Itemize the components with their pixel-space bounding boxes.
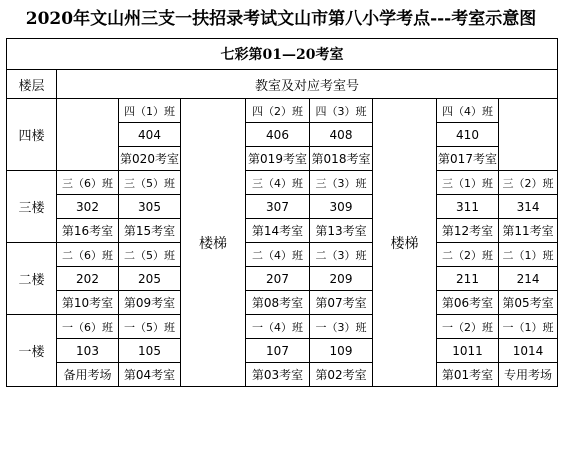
room-number: 307: [246, 195, 310, 219]
room-number: 314: [499, 195, 558, 219]
room-number: 404: [119, 123, 181, 147]
room-number: 105: [119, 339, 181, 363]
exam-room: 第05考室: [499, 291, 558, 315]
class-name: 一（6）班: [57, 315, 119, 339]
exam-room: 第018考室: [310, 147, 373, 171]
empty-cell: [499, 99, 558, 171]
exam-room: 第01考室: [437, 363, 499, 387]
room-number: 302: [57, 195, 119, 219]
exam-room: 第019考室: [246, 147, 310, 171]
empty-cell: [57, 99, 119, 171]
class-name: 三（2）班: [499, 171, 558, 195]
room-number: 205: [119, 267, 181, 291]
exam-room: 第12考室: [437, 219, 499, 243]
room-number: 410: [437, 123, 499, 147]
room-number: 103: [57, 339, 119, 363]
exam-room: 第11考室: [499, 219, 558, 243]
room-number: 305: [119, 195, 181, 219]
class-name: 一（2）班: [437, 315, 499, 339]
room-number: 1011: [437, 339, 499, 363]
class-name: 一（1）班: [499, 315, 558, 339]
class-name: 四（1）班: [119, 99, 181, 123]
class-name: 二（2）班: [437, 243, 499, 267]
exam-room: 第13考室: [310, 219, 373, 243]
class-name: 四（4）班: [437, 99, 499, 123]
class-name: 一（4）班: [246, 315, 310, 339]
floor-label-4: 四楼: [7, 99, 57, 171]
exam-room: 专用考场: [499, 363, 558, 387]
exam-room: 第07考室: [310, 291, 373, 315]
class-name: 三（1）班: [437, 171, 499, 195]
room-number: 214: [499, 267, 558, 291]
room-number: 109: [310, 339, 373, 363]
class-name: 三（5）班: [119, 171, 181, 195]
exam-room: 第09考室: [119, 291, 181, 315]
stairs-left: 楼梯: [181, 99, 246, 387]
room-number: 309: [310, 195, 373, 219]
room-number: 202: [57, 267, 119, 291]
class-name: 二（5）班: [119, 243, 181, 267]
exam-room-table: [6, 38, 558, 387]
exam-room: 备用考场: [57, 363, 119, 387]
room-number: 311: [437, 195, 499, 219]
room-number: 207: [246, 267, 310, 291]
exam-room: 第10考室: [57, 291, 119, 315]
class-name: 三（3）班: [310, 171, 373, 195]
floor-label-2: 二楼: [7, 243, 57, 315]
floor-label-1: 一楼: [7, 315, 57, 387]
header-floor: 楼层: [7, 70, 57, 99]
exam-room: 第02考室: [310, 363, 373, 387]
room-number: 107: [246, 339, 310, 363]
exam-room: 第04考室: [119, 363, 181, 387]
class-name: 四（3）班: [310, 99, 373, 123]
class-name: 一（3）班: [310, 315, 373, 339]
exam-room: 第15考室: [119, 219, 181, 243]
exam-room: 第14考室: [246, 219, 310, 243]
stairs-right: 楼梯: [373, 99, 437, 387]
class-name: 一（5）班: [119, 315, 181, 339]
class-name: 二（3）班: [310, 243, 373, 267]
exam-room: 第017考室: [437, 147, 499, 171]
table-subtitle: 七彩第01—20考室: [7, 39, 558, 70]
class-name: 二（6）班: [57, 243, 119, 267]
room-number: 211: [437, 267, 499, 291]
header-rooms: 教室及对应考室号: [57, 70, 558, 99]
class-name: 三（4）班: [246, 171, 310, 195]
class-name: 三（6）班: [57, 171, 119, 195]
page-title: 2020年文山州三支一扶招录考试文山市第八小学考点---考室示意图: [25, 9, 537, 29]
class-name: 二（1）班: [499, 243, 558, 267]
exam-room: 第08考室: [246, 291, 310, 315]
room-number: 1014: [499, 339, 558, 363]
exam-room: 第16考室: [57, 219, 119, 243]
room-number: 209: [310, 267, 373, 291]
room-number: 406: [246, 123, 310, 147]
floor-label-3: 三楼: [7, 171, 57, 243]
class-name: 二（4）班: [246, 243, 310, 267]
exam-room: 第020考室: [119, 147, 181, 171]
exam-room: 第03考室: [246, 363, 310, 387]
room-number: 408: [310, 123, 373, 147]
class-name: 四（2）班: [246, 99, 310, 123]
exam-room: 第06考室: [437, 291, 499, 315]
